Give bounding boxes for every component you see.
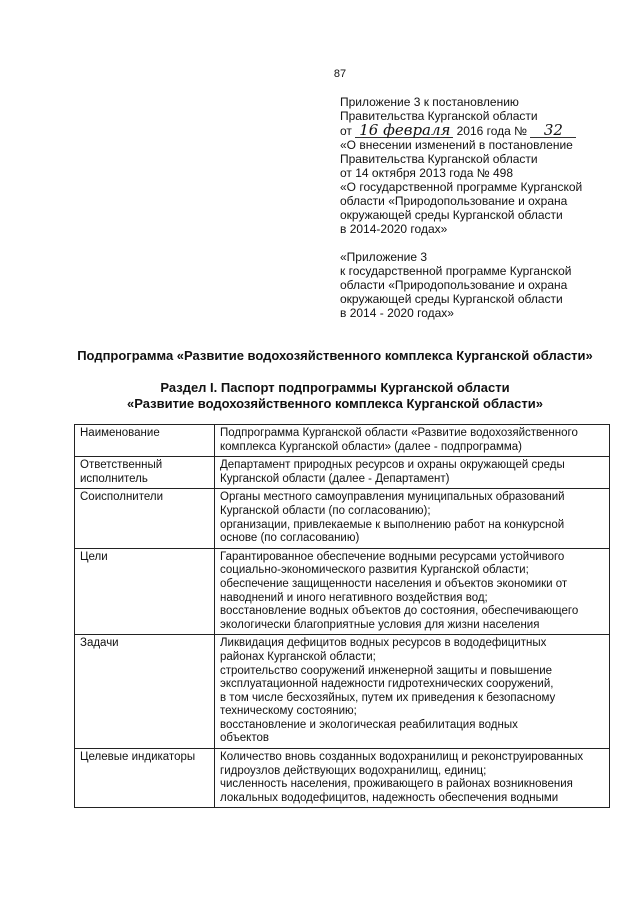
table-row	[75, 749, 610, 808]
row-content	[215, 749, 610, 808]
label-text: Соисполнители	[80, 491, 164, 504]
appendix-line: к государственной программе Курганской	[340, 264, 572, 278]
row-content	[215, 425, 610, 457]
content-line: объектов	[220, 732, 269, 745]
content-line: Курганской области (далее - Департамент)	[220, 472, 450, 485]
appendix-line: «Приложение 3	[340, 250, 428, 264]
section-title	[0, 380, 640, 412]
appendix-line: в 2014-2020 годах»	[340, 222, 448, 236]
row-content	[215, 548, 610, 635]
content-line: комплекса Курганской области» (далее - подпрограмма)	[220, 440, 523, 453]
passport-table	[74, 424, 610, 808]
label-text: Целевые индикаторы	[80, 751, 196, 764]
section-title-line: «Развитие водохозяйственного комплекса Курганской области»	[127, 396, 543, 411]
appendix-line: Приложение 3 к постановлению	[340, 95, 519, 109]
handwritten-number: 32	[530, 123, 576, 138]
appendix-block	[340, 95, 610, 320]
table-row	[75, 489, 610, 548]
table-row	[75, 548, 610, 635]
appendix-date-mid: 2016 года №	[456, 124, 528, 138]
content-line: Гарантированное обеспечение водными ресурсами устойчивого	[220, 550, 565, 563]
appendix-line: в 2014 - 2020 годах»	[340, 306, 454, 320]
row-label	[75, 548, 215, 635]
content-line: наводнений и иного негативного воздействия вод;	[220, 591, 488, 604]
appendix-date-line	[340, 123, 610, 138]
content-line: техническому состоянию;	[220, 705, 357, 718]
content-line: районах Курганской области;	[220, 650, 376, 663]
content-line: гидроузлов действующих водохранилищ, единиц;	[220, 764, 487, 777]
content-line: Количество вновь созданных водохранилищ и реконструированных	[220, 751, 584, 764]
content-line: экологически благоприятные условия для жизни населения	[220, 618, 540, 631]
appendix-line: окружающей среды Курганской области	[340, 292, 563, 306]
content-line: Подпрограмма Курганской области «Развитие водохозяйственного	[220, 427, 578, 439]
content-line: социально-экономического развития Курганской области;	[220, 564, 529, 577]
appendix-line: «О государственной программе Курганской	[340, 180, 583, 194]
row-content	[215, 457, 610, 489]
content-line: локальных вододефицитов, надежность обеспечения водными	[220, 791, 559, 804]
row-label	[75, 749, 215, 808]
appendix-line: окружающей среды Курганской области	[340, 208, 563, 222]
content-line: организации, привлекаемые к выполнению работ на конкурсной	[220, 518, 565, 531]
content-line: Департамент природных ресурсов и охраны окружающей среды	[220, 459, 565, 472]
content-line: восстановление и экологическая реабилитация водных	[220, 718, 518, 731]
content-line: Курганской области (по согласованию);	[220, 504, 431, 517]
content-line: строительство сооружений инженерной защиты и повышение	[220, 664, 553, 677]
label-text: Наименование	[80, 427, 160, 439]
row-label	[75, 635, 215, 749]
content-line: эксплуатационной надежности гидротехнических сооружений,	[220, 678, 554, 691]
appendix-line: «О внесении изменений в постановление	[340, 138, 573, 152]
label-text: Ответственный	[80, 459, 163, 472]
content-line: обеспечение защищенности населения и объектов экономики от	[220, 577, 568, 590]
handwritten-date: 16 февраля	[355, 123, 453, 138]
subprogram-title: Подпрограмма «Развитие водохозяйственного комплекса Курганской области»	[77, 348, 593, 363]
appendix-date-prefix: от	[340, 124, 352, 138]
row-content	[215, 635, 610, 749]
content-line: в том числе бесхозяйных, путем их приведения к безопасному	[220, 691, 556, 704]
content-line: численность населения, проживающего в районах возникновения	[220, 778, 573, 791]
appendix-line: Правительства Курганской области	[340, 109, 538, 123]
table-row	[75, 457, 610, 489]
table-row	[75, 635, 610, 749]
content-line: восстановление водных объектов до состояния, обеспечивающего	[220, 605, 579, 618]
section-title-line: Раздел I. Паспорт подпрограммы Курганской области	[160, 380, 510, 395]
appendix-line: области «Природопользование и охрана	[340, 194, 568, 208]
spacer	[340, 236, 610, 250]
appendix-line: от 14 октября 2013 года № 498	[340, 166, 514, 180]
label-text: Цели	[80, 550, 108, 563]
label-text: исполнитель	[80, 472, 148, 485]
row-content	[215, 489, 610, 548]
appendix-line: Правительства Курганской области	[340, 152, 538, 166]
label-text: Задачи	[80, 637, 119, 650]
table-row	[75, 425, 610, 457]
row-label	[75, 457, 215, 489]
page-number: 87	[333, 68, 347, 80]
content-line: Ликвидация дефицитов водных ресурсов в вододефицитных	[220, 637, 547, 650]
content-line: основе (по согласованию)	[220, 532, 360, 545]
row-label	[75, 425, 215, 457]
row-label	[75, 489, 215, 548]
content-line: Органы местного самоуправления муниципальных образований	[220, 491, 565, 504]
appendix-line: области «Природопользование и охрана	[340, 278, 568, 292]
